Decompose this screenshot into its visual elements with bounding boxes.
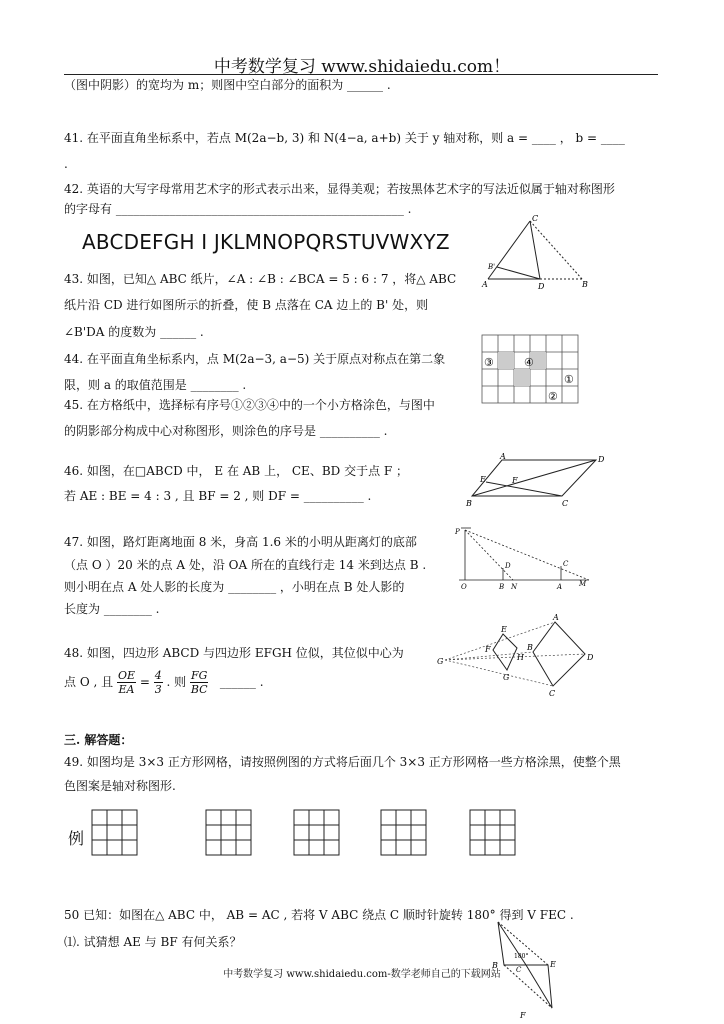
grid-cell [122,840,137,855]
fig48-C: C [549,689,556,698]
fig50-F: F [520,1011,526,1020]
q47-line4: 长度为 ________ . [64,602,160,616]
cell-4: ④ [524,356,534,369]
q43-line2: 纸片沿 CD 进行如图所示的折叠，使 B 点落在 CA 边上的 B' 处，则 [64,298,429,312]
q43-figure [482,215,592,290]
q46-figure [466,452,606,508]
grid-cell [309,840,324,855]
num-fg: FG [191,669,208,682]
q48-line2 [64,668,264,696]
grid-cell [396,840,411,855]
ray-C [445,660,553,686]
fig47-B: B [499,583,505,591]
grid-cell [500,810,515,825]
fig50-angle: 180° [514,953,529,960]
header-rule [64,74,658,75]
fig47-M: M [579,580,587,588]
grid-cell [381,810,396,825]
grid-cell [294,810,309,825]
ray-A [445,622,555,660]
grid-cell [221,840,236,855]
fig46-E: E [480,475,486,484]
q41-dot: . [64,157,68,171]
grid-cell [485,840,500,855]
q48-line1: 48. 如图，四边形 ABCD 与四边形 EFGH 位似，其位似中心为 [64,646,404,660]
q50-line2: ⑴. 试猜想 AE 与 BF 有何关系？ [64,935,242,949]
grid-cell [107,810,122,825]
fig43-C: C [532,214,539,223]
grid-cell [221,825,236,840]
q42-line1: 42. 英语的大写字母常用艺术字的形式表示出来，显得美观；若按黑体艺术字的写法近似属于轴对称图形 [64,182,615,196]
grid-cell [381,825,396,840]
grid-cell [396,825,411,840]
fig46-B: B [466,499,472,508]
cell-1: ① [564,373,574,386]
q50-line1: 50 已知：如图在△ ABC 中， AB = AC , 若将 V ABC 绕点 C 顺时针旋转 180° 得到 V FEC . [64,908,574,922]
num-oe: OE [117,669,135,682]
ray-2 [465,530,589,580]
page-footer: 中考数学复习 www.shidaiedu.com-数学老师自己的下载网站 [223,969,501,980]
small-quad [493,634,517,670]
frac-oe-ea [117,669,136,696]
fig48-H: H [517,653,524,662]
q48-figure [437,612,607,698]
grid-cell [221,810,236,825]
fig47-P: P [455,528,460,536]
ray-D [445,654,585,660]
grid-shade [498,352,514,369]
q49-line2: 色图案是轴对称图形. [64,779,176,793]
q45-line2: 的阴影部分构成中心对称图形，则涂色的序号是 __________ . [64,424,388,438]
q47-line1: 47. 如图，路灯距离地面 8 米，身高 1.6 米的小明从距离灯的底部 [64,535,417,549]
q43-line1: 43. 如图，已知△ ABC 纸片，∠A : ∠B : ∠BCA = 5 : 6 : 7 ，将△ ABC [64,272,457,286]
grid-cell [485,810,500,825]
grid-cell [485,825,500,840]
grid-cell [396,810,411,825]
q48-pre: 点 O , 且 [64,675,114,689]
grid-cell [324,840,339,855]
fig43-Bp: B' [488,263,496,271]
grid-cell [107,840,122,855]
fig48-A: A [553,613,559,622]
q43-line3: ∠B'DA 的度数为 ______ . [64,325,204,339]
den-bc: BC [190,683,208,696]
frac-fg-bc [190,669,208,696]
q48-tail: ______ . [219,675,264,689]
q41-text: 41. 在平面直角坐标系中，若点 M(2a−b, 3) 和 N(4−a, a+b) 关于 y 轴对称，则 a = ____ ， b = ____ [64,131,625,145]
fig46-D: D [598,455,605,464]
grid-cell [411,825,426,840]
fig47-A: A [557,583,563,591]
cell-3: ③ [484,356,494,369]
grid-cell [500,840,515,855]
fig46-F: F [512,476,518,485]
q45-grid [482,335,578,405]
q45-line1: 45. 在方格纸中，选择标有序号①②③④中的一个小方格涂色，与图中 [64,398,435,412]
grid-cell [236,825,251,840]
grid-cell [107,825,122,840]
grid-cell [470,840,485,855]
top-continuation: （图中阴影）的宽均为 m；则图中空白部分的面积为 ______ . [64,78,391,92]
grid-cell [324,825,339,840]
grid-cell [411,810,426,825]
q49-line1: 49. 如图均是 3×3 正方形网格，请按照例图的方式将后面几个 3×3 正方形网格一些方格涂黑，使整个黑 [64,755,621,769]
fig43-D: D [538,282,545,291]
q44-line1: 44. 在平面直角坐标系内，点 M(2a−3, a−5) 关于原点对称点在第二象 [64,352,446,366]
grid-cell [206,840,221,855]
fig47-O: O [461,583,467,591]
fig43-line [530,221,582,279]
grid-cell [122,810,137,825]
q47-figure [455,520,595,590]
fig50-C: C [516,966,522,974]
den-3: 3 [154,683,162,696]
grid-cell [309,810,324,825]
q46-line1: 46. 如图，在□ABCD 中， E 在 AB 上， CE、BD 交于点 F ； [64,464,409,478]
cell-2: ② [548,390,558,403]
q44-line2: 限，则 a 的取值范围是 ________ . [64,378,247,392]
grid-cell [92,840,107,855]
grid-cell [294,825,309,840]
fig48-E: E [501,625,507,634]
grid-cell [411,840,426,855]
grid-cell [206,810,221,825]
ray-1 [465,530,513,580]
q42-alphabet: ABCDEFGH I JKLMNOPQRSTUVWXYZ [82,230,450,254]
fig48-B: B [527,643,533,652]
grid-cell [236,840,251,855]
fig48-G-center: G [437,657,444,666]
fig43-A: A [482,280,488,289]
example-label: 例 [68,829,85,848]
grid-shade [514,369,530,386]
grid-cell [309,825,324,840]
q46-line2: 若 AE : BE = 4 : 3 , 且 BF = 2 , 则 DF = __________ . [64,489,372,503]
grid-cell [500,825,515,840]
fig46-C: C [562,499,569,508]
q47-line2: （点 O ）20 米的点 A 处，沿 OA 所在的直线行走 14 米到达点 B . [64,558,427,572]
fig47-N: N [511,583,518,591]
grid-cell [294,840,309,855]
grid-cell [122,825,137,840]
fig50-B: B [492,961,498,970]
grid-cell [470,825,485,840]
frac-4-3 [154,669,163,696]
fig43-line [530,221,540,279]
fig47-D: D [505,562,511,570]
fig50-E: E [550,960,556,969]
den-ea: EA [118,683,135,696]
fig43-B: B [582,280,588,289]
fig48-F: F [485,645,491,654]
grid-cell [381,840,396,855]
grid-cell [470,810,485,825]
fig47-C: C [563,560,569,568]
grid-cell [324,810,339,825]
q47-line3: 则小明在点 A 处人影的长度为 ________ ，小明在点 B 处人影的 [64,580,405,594]
q48-eq: = [139,675,150,689]
grid-cell [236,810,251,825]
section-title: 三. 解答题： [64,733,133,747]
q48-then: . 则 [166,675,187,689]
page-header: 中考数学复习 www.shidaiedu.com！ [213,57,511,77]
fig46-A: A [500,452,506,461]
fig48-D: D [587,653,594,662]
fig43-line [497,267,540,279]
fig48-Gp: G [503,673,510,682]
grid-cell [92,810,107,825]
q49-grids [0,808,724,860]
num-4: 4 [154,669,162,682]
q42-line2: 的字母有 ________________________________________________ . [64,202,412,216]
grid-cell [92,825,107,840]
grid-cell [206,825,221,840]
